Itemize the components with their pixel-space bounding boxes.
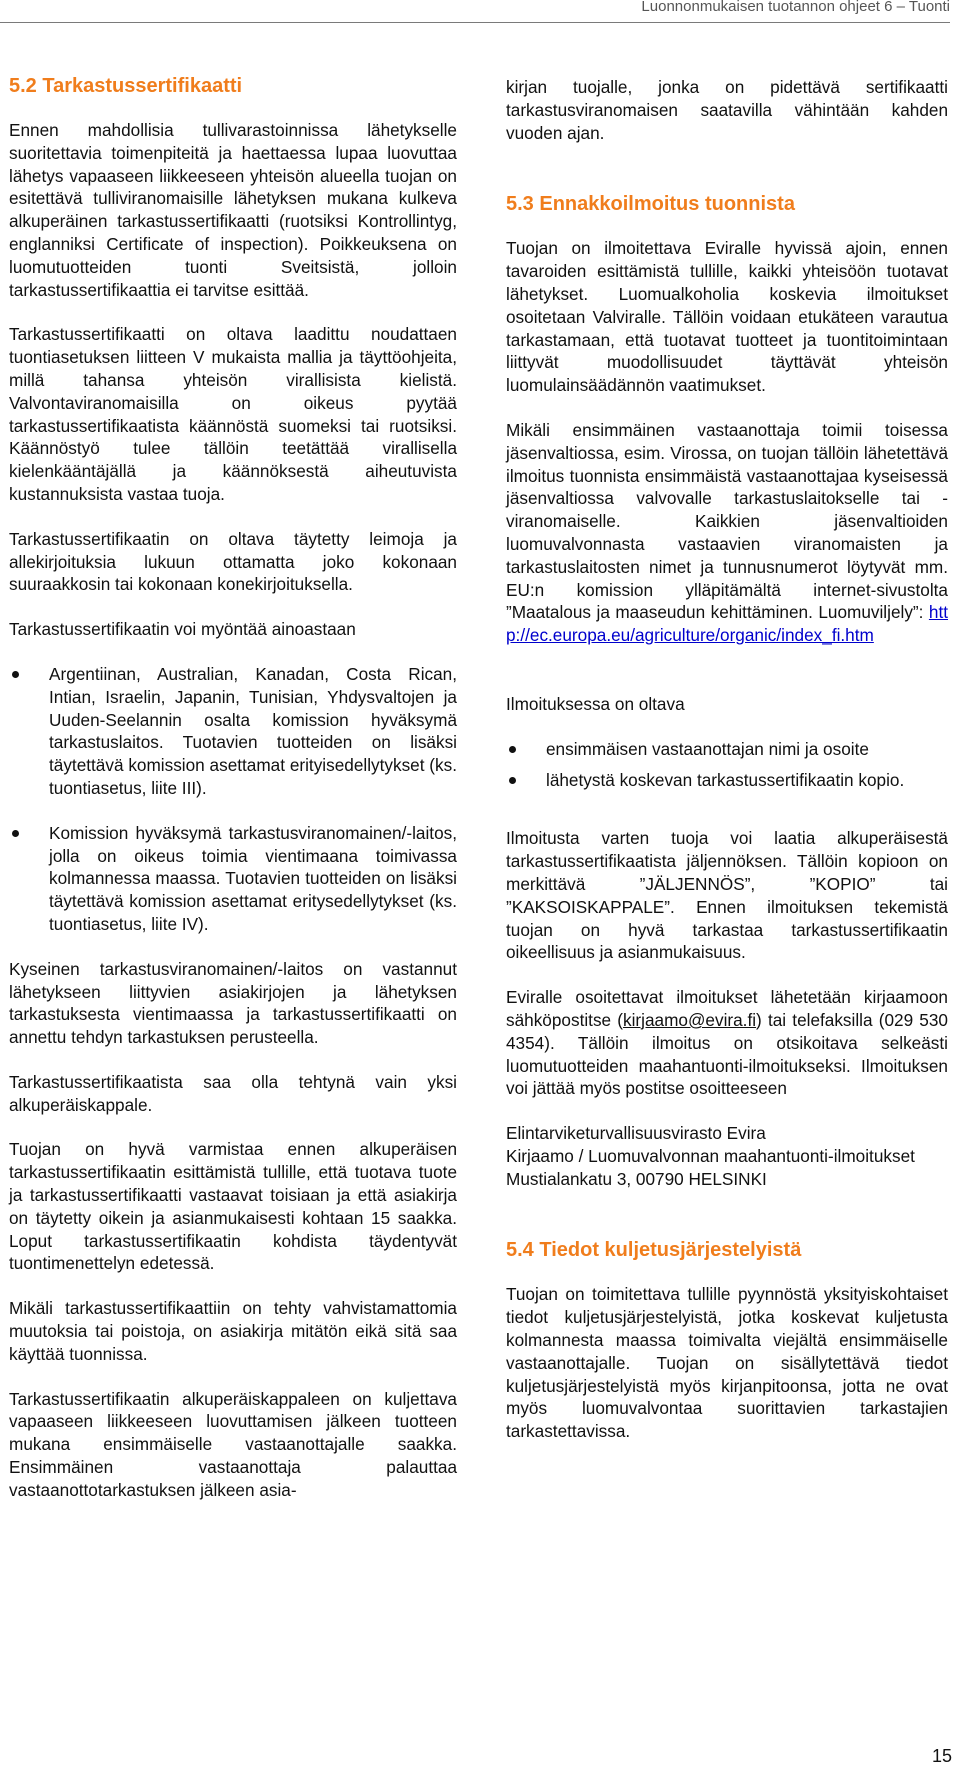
paragraph: Mikäli tarkastussertifikaattiin on tehty vahvistamattomia muutoksia tai poistoja, on asiakirja mitätön eikä sitä saa käyttää tuonnissa. <box>9 1298 457 1364</box>
paragraph <box>506 986 948 1100</box>
postal-address <box>506 1122 948 1190</box>
paragraph-text: Mikäli ensimmäinen vastaanottaja toimii toisessa jäsenvaltiossa, esim. Virossa, on tuojan tällöin lähetettävä ilmoitus tuonnista ensimmäistä vastaanottajaa kyseisessä jäsenvaltiossa valvovalle tarkastuslaitokselle tai -viranomaiselle. Kaikkien jäsenvaltioiden luomuvalvonnasta vastaavien viranomaisten ja tarkastuslaitosten nimet ja tunnusnumerot löytyvät mm. EU:n komission ylläpitämältä internet-sivustolta ”Maatalous ja maaseudun kehittäminen. Luomuviljely”: <box>506 419 948 623</box>
list-item <box>9 663 457 800</box>
bullet-icon <box>509 746 516 753</box>
organic-farming-link[interactable]: http://ec.europa.eu/agriculture/organic/index_fi.htm <box>506 602 949 646</box>
list-item-text: lähetystä koskevan tarkastussertifikaatin kopio. <box>546 769 905 790</box>
paragraph: Ilmoitusta varten tuoja voi laatia alkuperäisestä tarkastussertifikaatista jäljennöksen. Tällöin kopioon on merkittävä ”JÄLJENNÖS”, ”KOPIO” tai ”KAKSOISKAPPALE”. Ennen ilmoituksen tekemistä tuojan on hyvä tarkastaa tarkastussertifikaatin oikeellisuus ja asianmukaisuus. <box>506 828 948 963</box>
paragraph <box>506 419 948 647</box>
paragraph-text: ) tai telefaksilla (029 530 4354). Tällöin ilmoitus on otsikoitava selkeästi luomutuotteiden maahantuonti-ilmoitukseksi. Ilmoituksen voi jättää myös postitse osoitteeseen <box>506 1009 948 1099</box>
bullet-icon <box>509 777 516 784</box>
bullet-icon <box>12 671 19 678</box>
list-item <box>506 769 948 792</box>
paragraph: Kyseinen tarkastusviranomainen/-laitos on vastannut lähetykseen liittyvien asiakirjojen ja lähetyksen tarkastuksesta vientimaassa ja tarkastussertifikaatti on annettu tehdyn tarkastuksen perusteella. <box>9 958 457 1048</box>
paragraph: Tuojan on hyvä varmistaa ennen alkuperäisen tarkastussertifikaatin esittämistä tullille, että tuotava tuote ja tarkastussertifikaatti vastaavat toisiaan ja että asiakirja on täytetty oikein ja asianmukaisesti kohtaan 15 saakka. Loput tarkastussertifikaatin kohdista täydentyvät tuontimenettelyn edetessä. <box>9 1139 457 1274</box>
paragraph: Tarkastussertifikaatti on oltava laadittu noudattaen tuontiasetuksen liitteen V mukaista mallia ja täyttöohjeita, millä tahansa yhteisön virallisista kielistä. Valvontaviranomaisilla on oikeus pyytää tarkastussertifikaatista käännöstä suomeksi tai ruotsiksi. Käännöstyö tulee tällöin teetättää virallisella kielenkääntäjällä ja käännöksestä aiheutuvista kustannuksista vastaa tuoja. <box>9 324 457 504</box>
bullet-list <box>506 738 948 792</box>
paragraph: Tarkastussertifikaatin voi myöntää ainoastaan <box>9 619 356 640</box>
paragraph: Tarkastussertifikaatin alkuperäiskappaleen on kuljettava vapaaseen liikkeeseen luovuttamisen jälkeen tuotteen mukana ensimmäiselle vastaanottajalle saakka. Ensimmäinen vastaanottaja palauttaa vastaanottotarkastuksen jälkeen asia- <box>9 1388 457 1500</box>
paragraph: kirjan tuojalle, jonka on pidettävä sertifikaatti tarkastusviranomaisen saatavilla vähintään kahden vuoden ajan. <box>506 77 948 143</box>
list-item-text: ensimmäisen vastaanottajan nimi ja osoite <box>546 738 869 759</box>
list-item <box>506 738 948 761</box>
running-header <box>0 0 950 23</box>
bullet-list <box>9 663 457 936</box>
page-number: 15 <box>931 1746 952 1766</box>
address-line: Mustialankatu 3, 00790 HELSINKI <box>506 1168 767 1189</box>
paragraph: Tuojan on ilmoitettava Eviralle hyvissä ajoin, ennen tavaroiden esittämistä tullille, kaikki yhteisöön tuotavat lähetykset. Luomualkoholia koskevia ilmoitukset osoitetaan Valviralle. Tällöin voidaan etukäteen varautua tarkastamaan, että tuotavat tuotteet ja tuontitoimintaan liittyvät muodollisuudet täyttävät yhteisön luomulainsäädännön vaatimukset. <box>506 238 948 396</box>
paragraph: Tarkastussertifikaatin on oltava täytetty leimoja ja allekirjoituksia lukuun ottamatta joko kokonaan suuraakkosin tai kokonaan konekirjoituksella. <box>9 528 457 595</box>
email-link[interactable]: kirjaamo@evira.fi <box>623 1009 757 1030</box>
right-column <box>506 76 948 1465</box>
bullet-icon <box>12 830 19 837</box>
list-item <box>9 822 457 936</box>
address-line: Elintarviketurvallisuusvirasto Evira <box>506 1123 766 1144</box>
section-heading-5-4: 5.4 Tiedot kuljetusjärjestelyistä <box>506 1239 802 1262</box>
paragraph: Tuojan on toimitettava tullille pyynnöstä yksityiskohtaiset tiedot kuljetusjärjestelyistä, jotka koskevat kuljetusta kolmannesta maassa toimivalta viejältä ensimmäiselle vastaanottajalle. Tuojan on sisällytettävä tiedot kuljetusjärjestelyistä myös kirjanpitoonsa, jotta ne ovat myös luomuvalvontaa suorittavien tarkastajien tarkastettavissa. <box>506 1284 948 1442</box>
paragraph: Tarkastussertifikaatista saa olla tehtynä vain yksi alkuperäiskappale. <box>9 1071 457 1115</box>
list-item-text: Argentiinan, Australian, Kanadan, Costa Rican, Intian, Israelin, Japanin, Tunisian, Yhdysvaltojen ja Uuden-Seelannin osalta komission hyväksymä tarkastuslaitos. Tuotavien tuotteiden on lisäksi täytettävä komission asettamat erityisedellytykset (ks. tuontiasetus, liite III). <box>49 663 457 798</box>
paragraph: Ennen mahdollisia tullivarastoinnissa lähetykselle suoritettavia toimenpiteitä ja haettaessa lupaa luovuttaa lähetys vapaaseen liikkeeseen yhteisön alueella tuojan on esitettävä tulliviranomaisille lähetyksen mukana kulkeva alkuperäinen tarkastussertifikaatti (ruotsiksi Kontrollintyg, englanniksi Certificate of inspection). Poikkeuksena on luomutuotteiden tuonti Sveitsistä, jolloin tarkastussertifikaattia ei tarvitse esittää. <box>9 120 457 300</box>
header-text: Luonnonmukaisen tuotannon ohjeet 6 – Tuonti <box>641 0 950 15</box>
address-line: Kirjaamo / Luomuvalvonnan maahantuonti-ilmoitukset <box>506 1145 915 1166</box>
left-column <box>9 74 457 1524</box>
paragraph-text: Eviralle osoitettavat ilmoitukset lähetetään kirjaamoon sähköpostitse ( <box>506 987 948 1030</box>
paragraph: Ilmoituksessa on oltava <box>506 693 685 714</box>
section-heading-5-2: 5.2 Tarkastussertifikaatti <box>9 75 243 97</box>
section-heading-5-3: 5.3 Ennakkoilmoitus tuonnista <box>506 193 795 216</box>
list-item-text: Komission hyväksymä tarkastusviranomainen/-laitos, jolla on oikeus toimia vientimaana toimivassa kolmannessa maassa. Tuotavien tuotteiden on lisäksi täytettävä komission asettamat eritysedellytykset (ks. tuontiasetus, liite IV). <box>49 822 457 934</box>
